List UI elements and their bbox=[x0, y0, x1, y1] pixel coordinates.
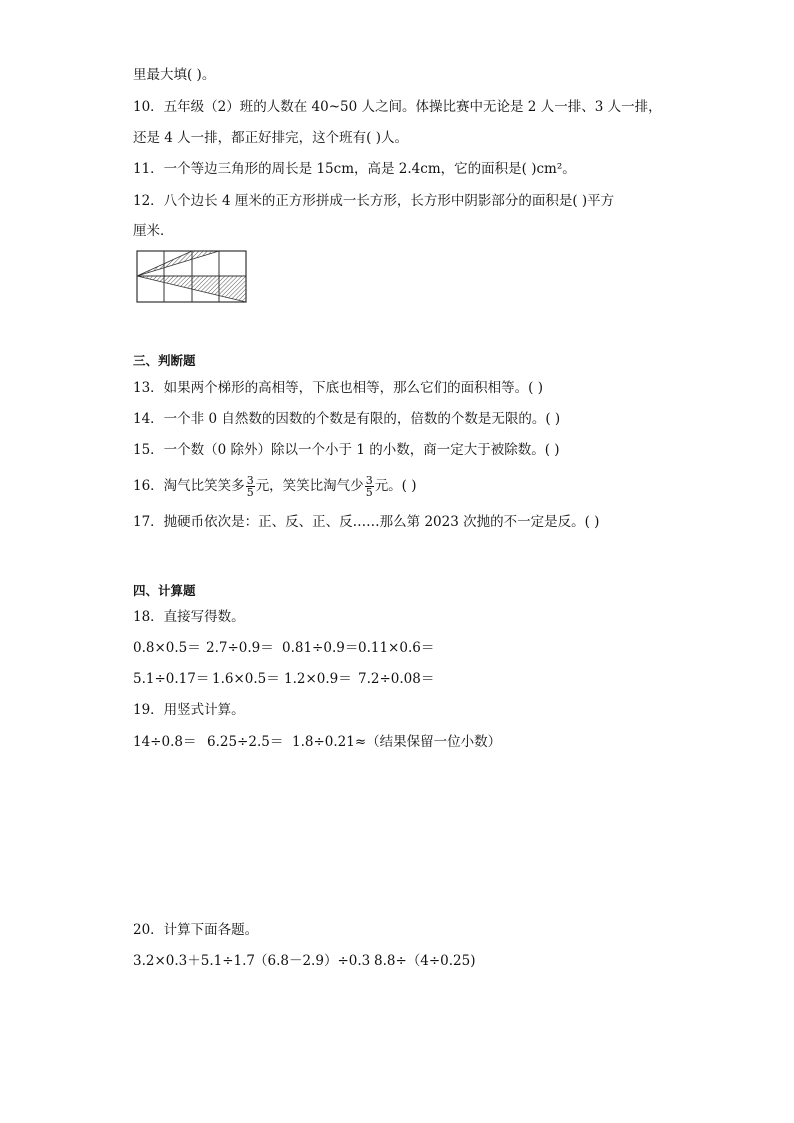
vertical-calc-item: 6.25÷2.5＝ bbox=[207, 734, 284, 750]
oral-calc-item: 0.11×0.6＝ bbox=[358, 640, 435, 656]
oral-calc-item: 1.6×0.5＝ bbox=[212, 671, 280, 687]
shaded-triangle-top bbox=[137, 251, 219, 276]
vertical-calc-items bbox=[133, 733, 501, 751]
oral-calc-item: 0.81÷0.9＝ bbox=[282, 640, 359, 656]
vertical-calc-item: 14÷0.8＝ bbox=[133, 734, 197, 750]
question-11: 11．一个等边三角形的周长是 15cm，高是 2.4cm，它的面积是( )cm²。 bbox=[133, 161, 576, 177]
fraction-numerator: 3 bbox=[246, 474, 254, 487]
oral-calc-row-2 bbox=[133, 670, 434, 688]
q16-text-b: 元，笑笑比淘气少 bbox=[255, 478, 364, 494]
oral-calc-item: 0.8×0.5＝ bbox=[133, 640, 201, 656]
question-17: 17．抛硬币依次是：正、反、正、反……那么第 2023 次抛的不一定是反。( ) bbox=[133, 514, 600, 530]
q16-text-a: 16．淘气比笑笑多 bbox=[133, 478, 245, 494]
oral-calc-item: 5.1÷0.17＝ bbox=[133, 671, 210, 687]
oral-calc-item: 2.7÷0.9＝ bbox=[206, 640, 274, 656]
compute-item: （6.8－2.9）÷0.3 bbox=[254, 953, 371, 969]
q9-continuation: 里最大填( )。 bbox=[133, 67, 216, 83]
question-12-line1: 12．八个边长 4 厘米的正方形拼成一长方形，长方形中阴影部分的面积是( )平方 bbox=[133, 193, 615, 209]
fraction bbox=[246, 475, 255, 498]
oral-calc-row-1 bbox=[133, 639, 434, 657]
question-15: 15．一个数（0 除外）除以一个小于 1 的小数，商一定大于被除数。( ) bbox=[133, 442, 560, 458]
question-14: 14．一个非 0 自然数的因数的个数是有限的，倍数的个数是无限的。( ) bbox=[133, 411, 561, 427]
question-10-line2: 还是 4 人一排，都正好排完，这个班有( )人。 bbox=[133, 130, 408, 146]
fraction-denominator: 5 bbox=[246, 486, 254, 499]
section-4-title: 四、计算题 bbox=[133, 583, 196, 598]
fraction-numerator: 3 bbox=[365, 474, 373, 487]
question-13: 13．如果两个梯形的高相等，下底也相等，那么它们的面积相等。( ) bbox=[133, 380, 544, 396]
fraction-denominator: 5 bbox=[365, 486, 373, 499]
question-10-line1: 10．五年级（2）班的人数在 40~50 人之间。体操比赛中无论是 2 人一排、3 人一排， bbox=[133, 99, 662, 115]
question-19: 19．用竖式计算。 bbox=[133, 702, 245, 718]
question-16 bbox=[133, 470, 417, 502]
oral-calc-item: 7.2÷0.08＝ bbox=[358, 671, 435, 687]
oral-calc-item: 1.2×0.9＝ bbox=[284, 671, 352, 687]
question-20: 20．计算下面各题。 bbox=[133, 922, 259, 938]
section-3-title: 三、判断题 bbox=[133, 353, 196, 368]
compute-items bbox=[133, 952, 476, 970]
compute-item: 8.8÷（4÷0.25) bbox=[374, 953, 476, 969]
compute-item: 3.2×0.3＋5.1÷1.7 bbox=[133, 953, 256, 969]
vertical-calc-item: 1.8÷0.21≈（结果保留一位小数） bbox=[292, 734, 502, 750]
q16-text-c: 元。( ) bbox=[374, 478, 417, 494]
question-12-line2: 厘米． bbox=[133, 223, 174, 239]
fraction bbox=[365, 475, 374, 498]
rectangle-figure bbox=[136, 250, 250, 304]
question-18: 18．直接写得数。 bbox=[133, 609, 245, 625]
